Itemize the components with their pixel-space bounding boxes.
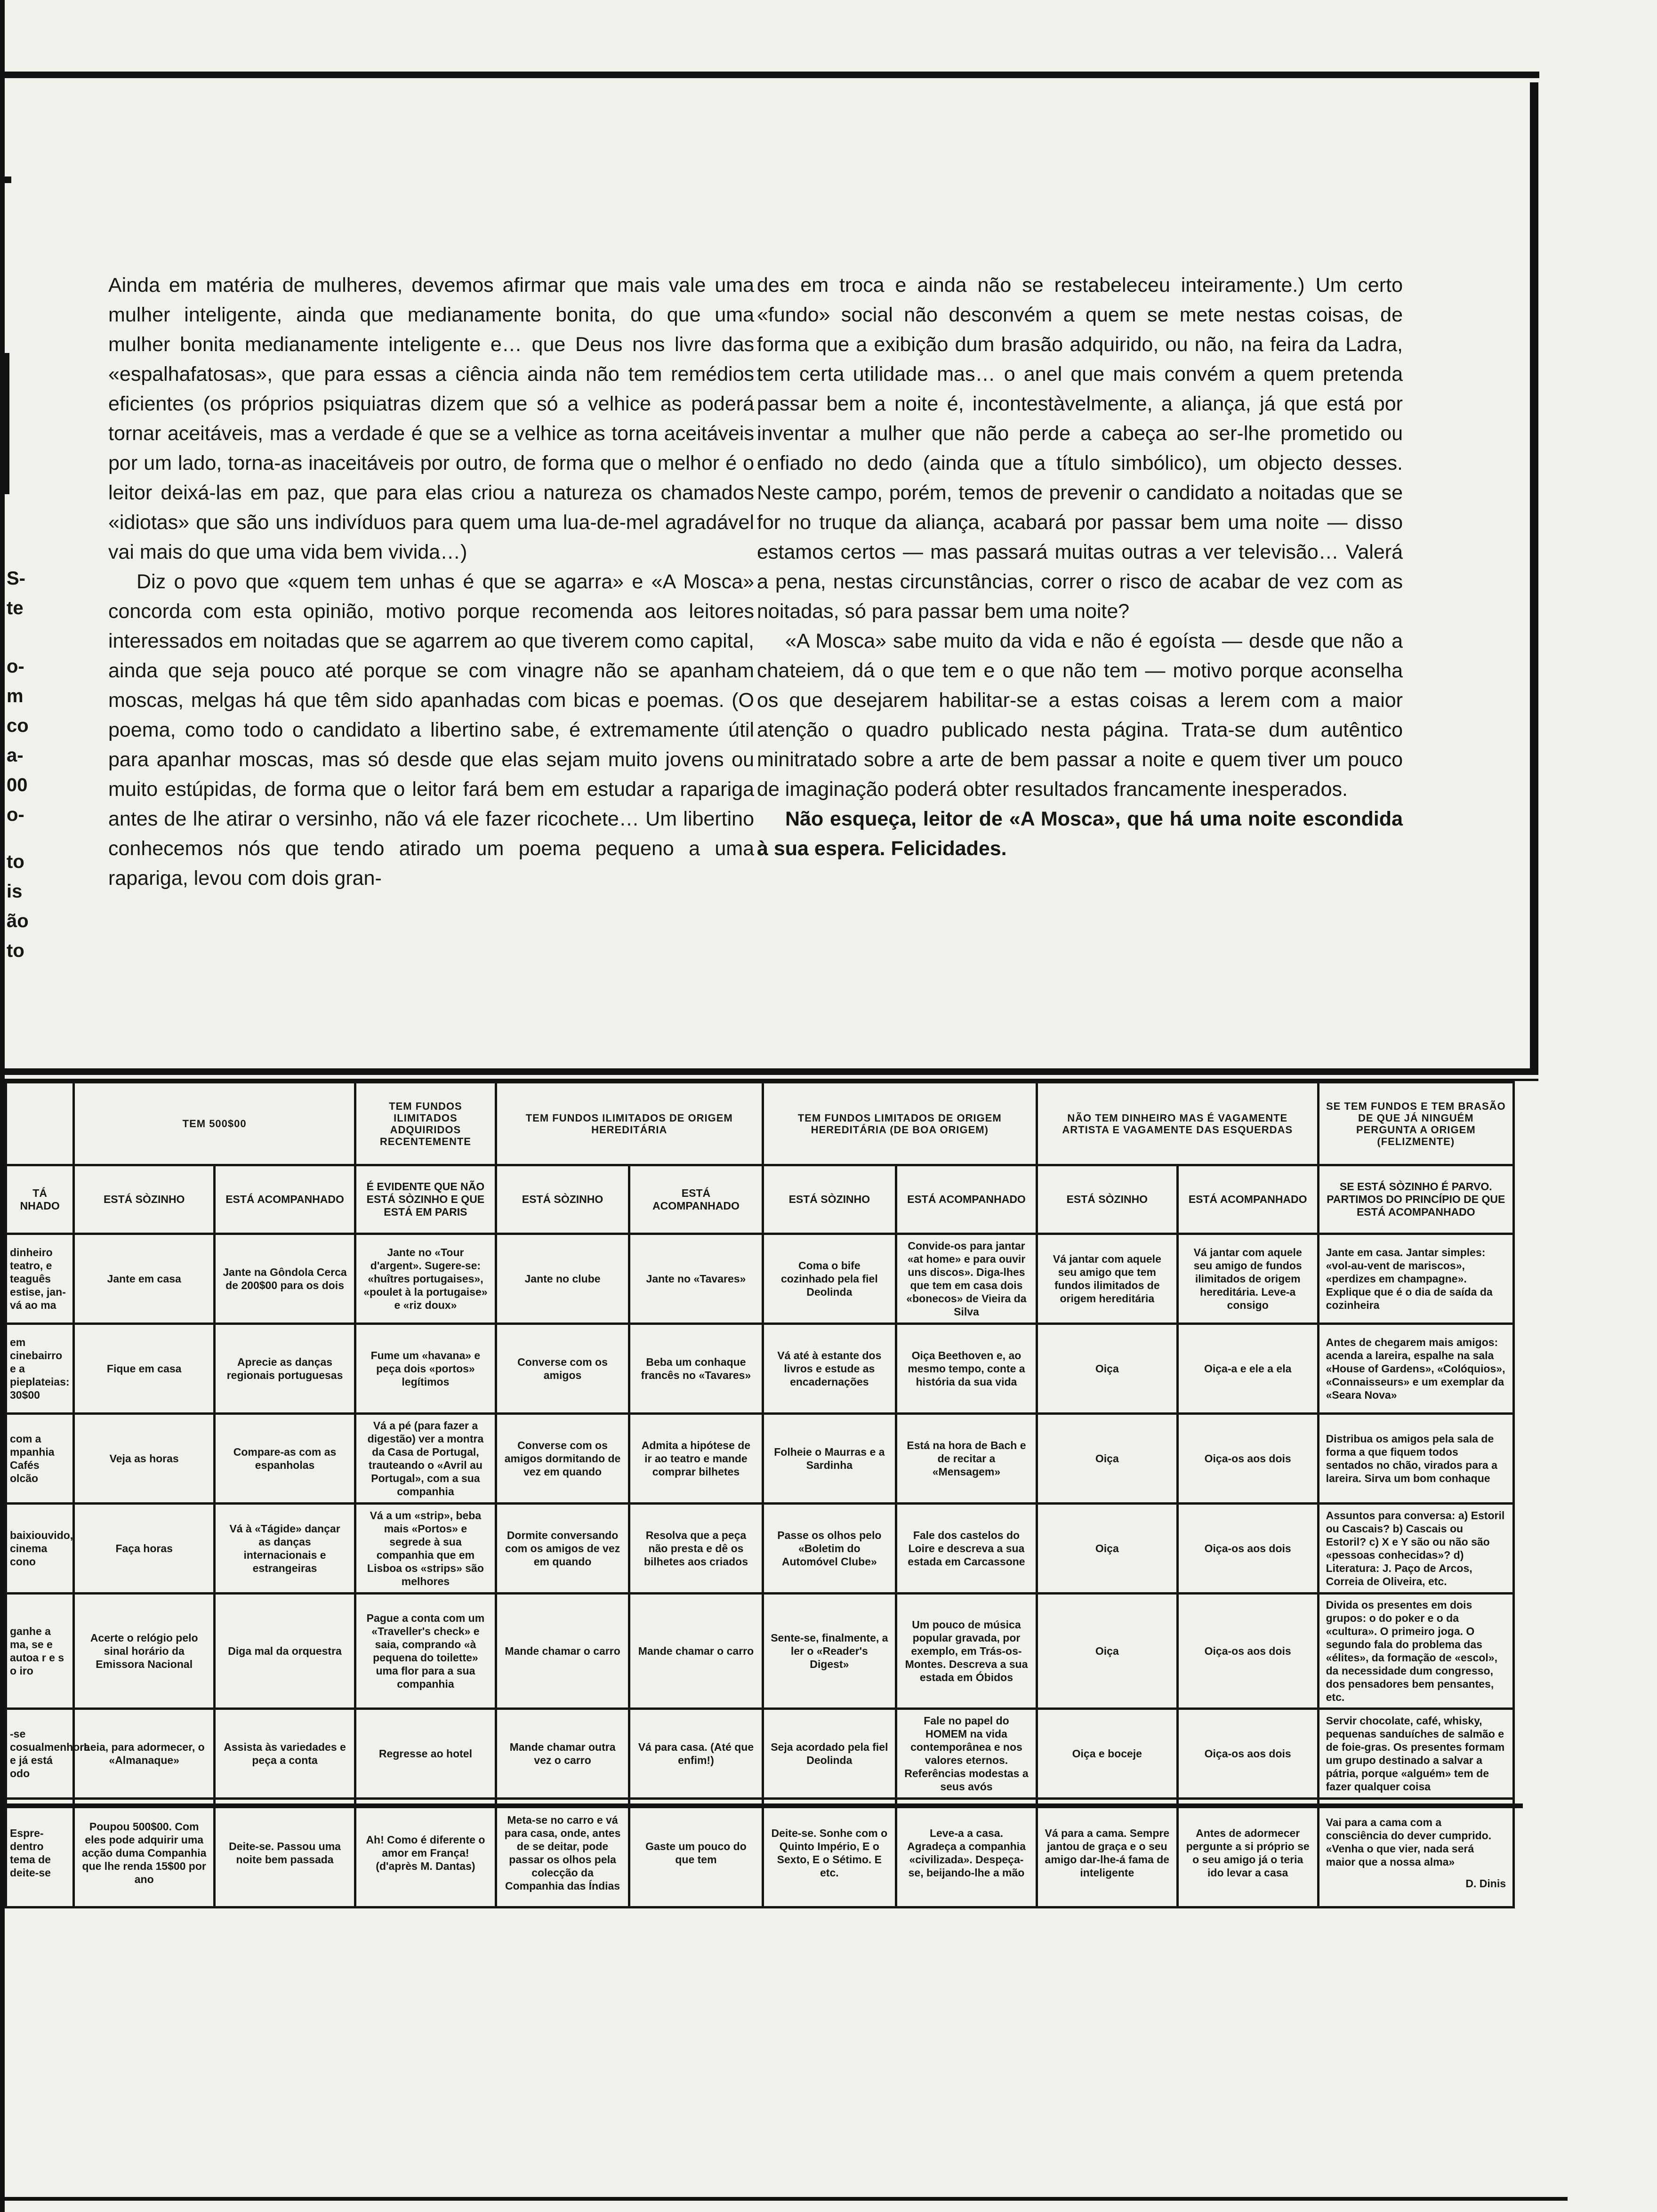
- table-cell: [1177, 1504, 1318, 1594]
- cell-text: baixiouvido, cinema cono: [10, 1529, 73, 1568]
- group-header-row: [6, 1082, 1514, 1165]
- cell-text: Folheie o Maurras e a Sardinha: [774, 1446, 885, 1471]
- table-cell: [629, 1324, 763, 1414]
- table-cell: [496, 1324, 629, 1414]
- article-paragraph: des em troca e ainda não se restabeleceu inteiramente.) Um certo «fundo» social não desconvém a quem se mete nestas coisas, de forma que a exibição dum brasão adquirido, ou não, na feira da Ladra, tem certa utilidade mas… o anel que mais convém a quem pretenda passar bem a noite é, incontestàvelmente, a aliança, já que está por inventar a mulher que não perde a cabeça ao ser-lhe prometido ou enfiado no dedo (ainda que a título simbólico), um objecto desses. Neste campo, porém, temos de prevenir o candidato a noitadas que se for no truque da aliança, acabará por passar bem uma noite — disso estamos certos — mas passará muitas outras a ver televisão… Valerá a pena, nestas circunstâncias, correr o risco de acabar de vez com as noitadas, só para passar bem uma noite?: [757, 274, 1403, 623]
- cell-text: Diga mal da orquestra: [228, 1645, 342, 1657]
- cell-text: Jante no clube: [524, 1273, 601, 1285]
- table-cell: [1037, 1799, 1177, 1907]
- left-column-tick: [5, 176, 11, 183]
- table-cell: [629, 1594, 763, 1709]
- cell-text: Servir chocolate, café, whisky, pequenas sanduíches de salmão e de foie-gras. Os presentes formam um grupo destinado a salvar a pátria, porque «alguém» tem de fazer qualquer coisa: [1326, 1715, 1505, 1793]
- table-row: [6, 1594, 1514, 1709]
- table-cell: [629, 1234, 763, 1324]
- table-row: [6, 1504, 1514, 1594]
- sub-header: ESTÁ ACOMPANHADO: [896, 1165, 1037, 1234]
- article-column-1: [108, 271, 754, 893]
- table-cell: [629, 1414, 763, 1504]
- table-cell: [6, 1709, 90, 1799]
- cell-text: Converse com os amigos dormitando de vez em quando: [504, 1439, 621, 1478]
- table-top-rule: [0, 1068, 1538, 1075]
- table-cell: [896, 1709, 1037, 1799]
- group-header-brasao: SE TEM FUNDOS E TEM BRASÃO DE QUE JÁ NINGUÉM PERGUNTA A ORIGEM (FELIZMENTE): [1318, 1082, 1513, 1165]
- cell-text: Vai para a cama com a consciência do dever cumprido. «Venha o que vier, nada será maior que a nossa alma»: [1326, 1816, 1492, 1868]
- cell-text: Fale dos castelos do Loire e descreva a sua estada em Carcassone: [908, 1529, 1025, 1568]
- cell-text: dinheiro teatro, e teaguês estise, jan- vá ao ma: [10, 1246, 66, 1311]
- group-header-artist: NÃO TEM DINHEIRO MAS É VAGAMENTE ARTISTA E VAGAMENTE DAS ESQUERDAS: [1037, 1082, 1318, 1165]
- signature: D. Dinis: [1465, 1877, 1506, 1890]
- table-cell: [1318, 1594, 1513, 1709]
- table-cell: [496, 1799, 629, 1907]
- table-cell: [215, 1324, 355, 1414]
- cell-text: Ah! Como é diferente o amor em França! (d'après M. Dantas): [366, 1834, 485, 1872]
- table-cell: [355, 1594, 496, 1709]
- table-cell: [896, 1594, 1037, 1709]
- table-row: [6, 1234, 1514, 1324]
- cell-text: Fale no papel do HOMEM na vida contemporânea e nos valores eternos. Referências modestas a seus avós: [904, 1715, 1029, 1793]
- fragment-line: co: [7, 715, 29, 736]
- cell-text: ganhe a ma, se e autoa r e s o iro: [10, 1625, 64, 1677]
- cell-text: Oiça-os aos dois: [1204, 1542, 1291, 1555]
- table-cell: [1177, 1799, 1318, 1907]
- group-header-hereditary-limited: TEM FUNDOS LIMITADOS DE ORIGEM HEREDITÁRIA (DE BOA ORIGEM): [763, 1082, 1037, 1165]
- sub-header-row: [6, 1165, 1514, 1234]
- table-cell: [6, 1414, 74, 1504]
- cell-text: Seja acordado pela fiel Deolinda: [771, 1741, 888, 1766]
- sub-header: ESTÁ SÒZINHO: [1037, 1165, 1177, 1234]
- cell-text: Vá jantar com aquele seu amigo que tem fundos ilimitados de origem hereditária: [1053, 1253, 1161, 1305]
- cell-text: Sente-se, finalmente, a ler o «Reader's Digest»: [771, 1632, 888, 1670]
- sub-header: ESTÁ SÒZINHO: [496, 1165, 629, 1234]
- cell-text: Divida os presentes em dois grupos: o do poker e o da «cultura». O primeiro joga. O segundo fala do problema das «élites», da formação de «escol», da necessidade dum congresso, dos pensadores bem pensantes, etc.: [1326, 1599, 1497, 1703]
- cell-text: Converse com os amigos: [517, 1356, 608, 1381]
- noite-guide-table: [5, 1081, 1515, 1908]
- fragment-line: o-: [7, 804, 24, 825]
- table-cell: [1177, 1234, 1318, 1324]
- article-paragraph-closing: [757, 804, 1403, 864]
- table-cell: [74, 1234, 215, 1324]
- cell-text: Oiça Beethoven e, ao mesmo tempo, conte a história da sua vida: [908, 1349, 1025, 1388]
- table-cell: [74, 1709, 215, 1799]
- table-cell: [355, 1234, 496, 1324]
- cell-text: Vá para a cama. Sempre jantou de graça e o seu amigo dar-lhe-á fama de inteligente: [1045, 1827, 1170, 1879]
- article-paragraph: Diz o povo que «quem tem unhas é que se agarra» e «A Mosca» concorda com esta opinião, motivo porque recomenda aos leitores interessados em noitadas que se agarrem ao que tiverem como capital, ainda que seja pouco até porque se com vinagre não se apanham moscas, melgas há que têm sido apanhadas com bicas e poemas. (O poema, como todo o candidato a libertino sabe, é extremamente útil para apanhar moscas, mas só desde que elas sejam muito jovens ou muito estúpidas, de forma que o leitor fará bem em estudar a rapariga antes de lhe atirar o versinho, não vá ele fazer ricochete… Um libertino conhecemos nós que tendo atirado um poema pequeno a uma rapariga, levou com dois gran-: [108, 570, 754, 890]
- cell-text: Vá jantar com aquele seu amigo de fundos ilimitados de origem hereditária. Leve-a consigo: [1193, 1246, 1302, 1311]
- table-cell: [763, 1414, 896, 1504]
- table-cell: [215, 1414, 355, 1504]
- top-frame-rule: [0, 72, 1539, 78]
- cell-text: Jante em casa: [107, 1273, 181, 1285]
- table-cell: [896, 1799, 1037, 1907]
- table-cell: [1318, 1414, 1513, 1504]
- cell-text: Acerte o relógio pelo sinal horário da Emissora Nacional: [90, 1632, 198, 1670]
- table-cell: [1037, 1414, 1177, 1504]
- cell-text: Passe os olhos pelo «Boletim do Automóvel Clube»: [777, 1529, 882, 1568]
- cell-text: Leia, para adormecer, o «Almanaque»: [83, 1741, 205, 1766]
- cell-text: Um pouco de música popular gravada, por exemplo, em Trás-os-Montes. Descreva a sua estada em Óbidos: [905, 1619, 1028, 1683]
- table-cell: [6, 1799, 74, 1907]
- sub-header: ESTÁ SÒZINHO: [74, 1165, 215, 1234]
- table-row: [6, 1799, 1514, 1907]
- table-cell: [629, 1504, 763, 1594]
- table-cell: [763, 1504, 896, 1594]
- sub-header: ESTÁ ACOMPANHADO: [1177, 1165, 1318, 1234]
- table-cell: [6, 1504, 74, 1594]
- cell-text: Oiça e boceje: [1072, 1747, 1142, 1760]
- fragment-line: to: [7, 851, 24, 872]
- table-cell: [74, 1594, 215, 1709]
- table-cell: [215, 1594, 355, 1709]
- cell-text: Espre- dentro tema de deite-se: [10, 1827, 51, 1879]
- cell-text: Jante no «Tavares»: [646, 1273, 746, 1285]
- cell-text: Beba um conhaque francês no «Tavares»: [641, 1356, 751, 1381]
- table-cell: [896, 1324, 1037, 1414]
- page-bottom-rule: [0, 2197, 1568, 2201]
- table-cell: [6, 1324, 74, 1414]
- table-cell: [215, 1504, 355, 1594]
- table-cell: [763, 1799, 896, 1907]
- table-cell: [1318, 1234, 1513, 1324]
- table-cell: [1177, 1324, 1318, 1414]
- cell-text: Assuntos para conversa: a) Estoril ou Cascais? b) Cascais ou Estoril? c) X e Y são ou não são «pessoas conhecidas»? d) Literatura: J. Paço de Arcos, Correia de Oliveira, etc.: [1326, 1509, 1505, 1587]
- group-header-recent-funds: TEM FUNDOS ILIMITADOS ADQUIRIDOS RECENTEMENTE: [355, 1082, 496, 1165]
- table-cell: [763, 1234, 896, 1324]
- cell-text: Mande chamar o carro: [505, 1645, 620, 1657]
- cell-text: Fique em casa: [106, 1362, 182, 1375]
- table-cell: [496, 1594, 629, 1709]
- table-cell: [1037, 1324, 1177, 1414]
- table-cell: [1037, 1234, 1177, 1324]
- cell-text: Oiça-a e ele a ela: [1204, 1362, 1292, 1375]
- cell-text: Deite-se. Sonhe com o Quinto Império, E o Sexto, E o Sétimo. E etc.: [771, 1827, 888, 1879]
- cell-text: Aprecie as danças regionais portuguesas: [226, 1356, 343, 1381]
- cell-text: Mande chamar outra vez o carro: [509, 1741, 616, 1766]
- table-cell: [629, 1709, 763, 1799]
- cell-text: em cinebairro e a pieplateias: 30$00: [10, 1336, 70, 1401]
- cell-text: Jante na Gôndola Cerca de 200$00 para os dois: [223, 1266, 347, 1291]
- sub-header: ESTÁ ACOMPANHADO: [629, 1165, 763, 1234]
- sub-header: TÁ NHADO: [6, 1165, 74, 1234]
- table-cell: [215, 1709, 355, 1799]
- cell-text: Está na hora de Bach e de recitar a «Mensagem»: [907, 1439, 1026, 1478]
- cell-text: Dormite conversando com os amigos de vez em quando: [505, 1529, 620, 1568]
- table-cell: [496, 1414, 629, 1504]
- group-header-blank: [6, 1082, 74, 1165]
- fragment-line: S-: [7, 568, 25, 589]
- table-cell: [763, 1324, 896, 1414]
- cell-text: Gaste um pouco do que tem: [645, 1840, 747, 1866]
- cell-text: Admita a hipótese de ir ao teatro e mande comprar bilhetes: [641, 1439, 751, 1478]
- cell-text: Vá até à estante dos livros e estude as encadernações: [777, 1349, 882, 1388]
- sub-header: É EVIDENTE QUE NÃO ESTÁ SÒZINHO E QUE ESTÁ EM PARIS: [355, 1165, 496, 1234]
- table-cell: [1177, 1414, 1318, 1504]
- table-cell: [896, 1504, 1037, 1594]
- article-paragraph: Ainda em matéria de mulheres, devemos afirmar que mais vale uma mulher inteligente, ainda que medianamente bonita, do que uma mulher bonita medianamente inteligente e… que Deus nos livre das «espalhafatosas», que para essas a ciência ainda não tem remédios eficientes (os próprios psiquiatras dizem que só a velhice as poderá tornar aceitáveis, mas a verdade é que se a velhice as torna aceitáveis por um lado, torna-as inaceitáveis por outro, de forma que o melhor é o leitor deixá-las em paz, que para elas criou a natureza os chamados «idiotas» que são uns indivíduos para quem uma lua-de-mel agradável vai mais do que uma vida bem vivida…): [108, 274, 754, 563]
- cell-text: Regresse ao hotel: [378, 1747, 472, 1760]
- cell-text: Oiça: [1095, 1362, 1119, 1375]
- sub-header: ESTÁ ACOMPANHADO: [215, 1165, 355, 1234]
- table-cell: [1037, 1504, 1177, 1594]
- sub-header: SE ESTÁ SÒZINHO É PARVO. PARTIMOS DO PRINCÍPIO DE QUE ESTÁ ACOMPANHADO: [1318, 1165, 1513, 1234]
- table-cell: [496, 1234, 629, 1324]
- fragment-line: o-: [7, 656, 24, 677]
- cell-text: com a mpanhia Cafés olcão: [10, 1433, 55, 1484]
- fragment-line: 00: [7, 775, 28, 795]
- right-frame-rule: [1530, 82, 1538, 1068]
- table-cell: [896, 1234, 1037, 1324]
- table-cell: [496, 1504, 629, 1594]
- cell-text: Convide-os para jantar «at home» e para ouvir uns discos». Diga-lhes que tem em casa dois «bonecos» de Vieira da Silva: [906, 1240, 1027, 1318]
- cell-text: Vá a um «strip», beba mais «Portos» e segrede à sua companhia que em Lisboa os «strips» são melhores: [367, 1509, 484, 1587]
- left-fragment-top: [7, 564, 25, 623]
- left-column-bar: [5, 353, 9, 494]
- table-cell: [74, 1414, 215, 1504]
- table-cell: [355, 1799, 496, 1907]
- table-cell: [1318, 1324, 1513, 1414]
- cell-text: Antes de chegarem mais amigos: acenda a lareira, espalhe na sala «House of Gardens», «Colóquios», «Connaisseurs» e um exemplar da «Seara Nova»: [1326, 1336, 1505, 1401]
- cell-text: Faça horas: [115, 1542, 173, 1555]
- table-cell: [215, 1234, 355, 1324]
- cell-text: Coma o bife cozinhado pela fiel Deolinda: [780, 1259, 878, 1298]
- table-cell: [74, 1799, 215, 1907]
- table-cell: [496, 1709, 629, 1799]
- article-paragraph: «A Mosca» sabe muito da vida e não é egoísta — desde que não a chateiem, dá o que tem e o que não tem — motivo porque aconselha os que desejarem habilitar-se a estas coisas a lerem com a maior atenção o quadro publicado nesta página. Trata-se dum autêntico minitratado sobre a arte de bem passar a noite e quem tiver um pouco de imaginação poderá obter resultados francamente inesperados.: [757, 630, 1403, 801]
- table-cell: [1177, 1709, 1318, 1799]
- fragment-line: m: [7, 686, 24, 706]
- cell-text: Pague a conta com um «Traveller's check» e saia, comprando «à pequena do toilette» uma flor para a sua companhia: [366, 1612, 485, 1690]
- fragment-line: ão: [7, 911, 29, 931]
- cell-text: Oiça-os aos dois: [1204, 1452, 1291, 1465]
- cell-text: Vá a pé (para fazer a digestão) ver a montra da Casa de Portugal, trauteando o «Avril au Portugal», com a sua companhia: [367, 1419, 484, 1498]
- table-cell: [1318, 1709, 1513, 1799]
- table-cell: [6, 1594, 74, 1709]
- table-cell: [1318, 1504, 1513, 1594]
- table-cell: [74, 1504, 215, 1594]
- left-fragment-low: [7, 847, 29, 966]
- cell-text: Jante no «Tour d'argent». Sugere-se: «huîtres portugaises», «poulet à la portugaise» e «riz doux»: [363, 1246, 488, 1311]
- cell-text: Fume um «havana» e peça dois «portos» legítimos: [370, 1349, 481, 1388]
- table-cell: [355, 1504, 496, 1594]
- table-body: [6, 1234, 1514, 1907]
- fragment-line: a-: [7, 745, 24, 766]
- table-row: [6, 1324, 1514, 1414]
- cell-text: Veja as horas: [109, 1452, 179, 1465]
- cell-text: Oiça: [1095, 1452, 1119, 1465]
- table-cell: [1318, 1799, 1513, 1907]
- table-cell: [1037, 1709, 1177, 1799]
- table-cell: [6, 1234, 74, 1324]
- group-header-500: TEM 500$00: [74, 1082, 355, 1165]
- sub-header: ESTÁ SÒZINHO: [763, 1165, 896, 1234]
- fragment-line: is: [7, 881, 23, 902]
- table-cell: [1037, 1594, 1177, 1709]
- cell-text: Meta-se no carro e vá para casa, onde, antes de se deitar, pode passar os olhos pela colecção da Companhia das Índias: [504, 1814, 621, 1892]
- cell-text: Oiça: [1095, 1542, 1119, 1555]
- cell-text: Oiça-os aos dois: [1204, 1747, 1291, 1760]
- cell-text: -se cosualmenhora e já está odo: [10, 1728, 90, 1779]
- table-cell: [763, 1594, 896, 1709]
- fragment-line: to: [7, 940, 24, 961]
- cell-text: Vá à «Tágide» dançar as danças internacionais e estrangeiras: [229, 1523, 340, 1574]
- table-cell: [896, 1414, 1037, 1504]
- cell-text: Oiça-os aos dois: [1204, 1645, 1291, 1657]
- cell-text: Antes de adormecer pergunte a si próprio se o seu amigo já o teria ido levar a casa: [1186, 1827, 1310, 1879]
- table-cell: [1177, 1594, 1318, 1709]
- cell-text: Deite-se. Passou uma noite bem passada: [229, 1840, 341, 1866]
- left-fragment-mid: [7, 652, 29, 830]
- table-cell: [355, 1709, 496, 1799]
- table-cell: [355, 1414, 496, 1504]
- cell-text: Oiça: [1095, 1645, 1119, 1657]
- table-row: [6, 1709, 1514, 1799]
- table-row: [6, 1414, 1514, 1504]
- table-cell: [629, 1799, 763, 1907]
- table-cell: [74, 1324, 215, 1414]
- cell-text: Distribua os amigos pela sala de forma a que fiquem todos sentados no chão, virados para a lareira. Sirva um bom conhaque: [1326, 1433, 1497, 1484]
- cell-text: Resolva que a peça não presta e dê os bilhetes aos criados: [643, 1529, 748, 1568]
- cell-text: Jante em casa. Jantar simples: «vol-au-vent de mariscos», «perdizes em champagne». Explique que é o dia de saída da cozinheira: [1326, 1246, 1493, 1311]
- closing-text: Não esqueça, leitor de «A Mosca», que há uma noite escondida à sua espera. Felicidades.: [757, 808, 1403, 860]
- cell-text: Leve-a a casa. Agradeça a companhia «civilizada». Despeça-se, beijando-lhe a mão: [907, 1827, 1026, 1879]
- cell-text: Assista às variedades e peça a conta: [224, 1741, 346, 1766]
- table-cell: [763, 1709, 896, 1799]
- cell-text: Vá para casa. (Até que enfim!): [638, 1741, 754, 1766]
- fragment-line: te: [7, 598, 24, 618]
- cell-text: Poupou 500$00. Com eles pode adquirir uma acção duma Companhia que lhe renda 15$00 por ano: [81, 1820, 207, 1885]
- table-cell: [355, 1324, 496, 1414]
- left-border-rule: [0, 0, 5, 2212]
- table-cell: [215, 1799, 355, 1907]
- cell-text: Compare-as com as espanholas: [233, 1446, 337, 1471]
- group-header-hereditary-unlimited: TEM FUNDOS ILIMITADOS DE ORIGEM HEREDITÁRIA: [496, 1082, 763, 1165]
- cell-text: Mande chamar o carro: [638, 1645, 754, 1657]
- article-column-2: [757, 271, 1403, 864]
